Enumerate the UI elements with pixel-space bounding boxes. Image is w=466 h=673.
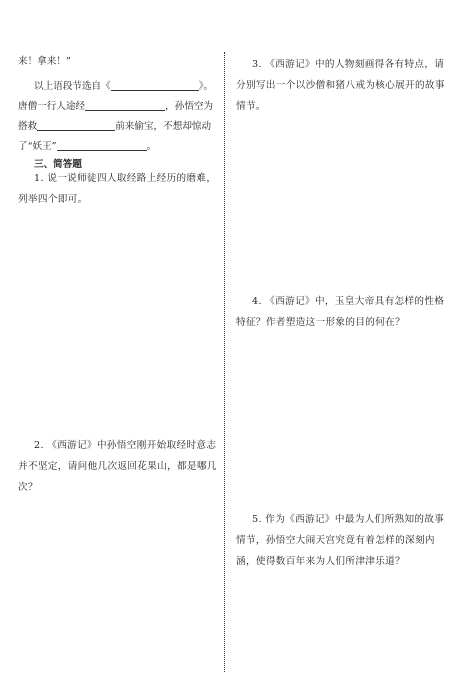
fill-line-4 bbox=[18, 140, 156, 153]
question-3: 3. 《西游记》中的人物刻画得各有特点，请分别写出一个以沙僧和猪八戒为核心展开的故事情节。 bbox=[236, 59, 445, 112]
fill-line-1 bbox=[34, 80, 213, 93]
blank-book-title[interactable] bbox=[111, 80, 199, 91]
fill-line-3-suffix: 前来偷宝，不想却惊动 bbox=[115, 121, 212, 132]
fill-line-2-prefix: 唐僧一行人途经 bbox=[18, 101, 86, 112]
section-heading: 三、简答题 bbox=[34, 159, 82, 170]
fill-line-3-prefix: 搭救 bbox=[18, 121, 38, 132]
question-4: 4. 《西游记》中，玉皇大帝具有怎样的性格特征？作者塑造这一形象的目的何在？ bbox=[236, 296, 445, 328]
fill-line-2-suffix: ，孙悟空为 bbox=[165, 101, 214, 112]
fill-line-1-prefix: 以上语段节选自《 bbox=[34, 81, 111, 92]
blank-place[interactable] bbox=[85, 100, 165, 111]
fill-line-2 bbox=[18, 100, 213, 113]
question-1: 1. 说一说师徒四人取经路上经历的磨难，列举四个即可。 bbox=[18, 173, 217, 205]
blank-demon-king[interactable] bbox=[57, 140, 147, 151]
blank-person[interactable] bbox=[37, 120, 115, 131]
fill-line-4-suffix: 。 bbox=[146, 141, 157, 152]
quote-tail: 来！拿来！” bbox=[18, 56, 71, 67]
fill-line-3 bbox=[18, 120, 211, 133]
column-divider bbox=[224, 52, 225, 672]
fill-line-1-suffix: 》。 bbox=[198, 81, 214, 92]
question-5: 5. 作为《西游记》中最为人们所熟知的故事情节，孙悟空大闹天宫究竟有着怎样的深刻内涵，使得数百年来为人们所津津乐道？ bbox=[236, 514, 445, 567]
fill-line-4-prefix: 了“妖王” bbox=[18, 141, 57, 152]
question-2: 2. 《西游记》中孙悟空刚开始取经时意志并不坚定，请问他几次返回花果山，都是哪几次？ bbox=[18, 440, 217, 493]
